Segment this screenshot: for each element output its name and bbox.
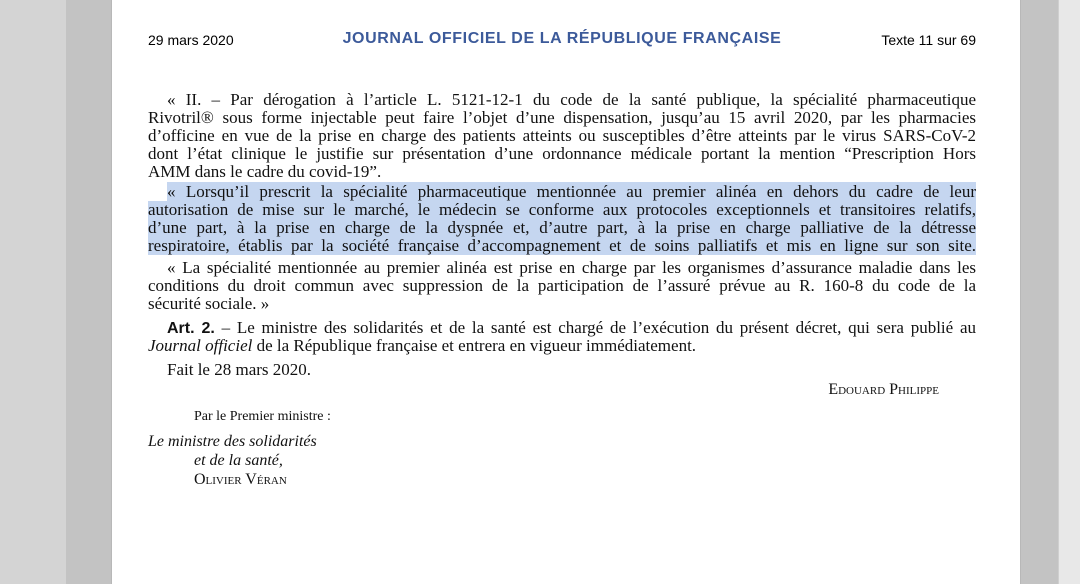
text-line[interactable]: « La spécialité mentionnée au premier alinéa est prise en charge par les organismes d’assurance maladie dans les — [167, 258, 976, 277]
text-line[interactable]: conditions du droit commun avec suppression de la participation de l’assuré prévue au R. 160-8 du code de la — [148, 276, 976, 295]
text-line-selected[interactable]: respiratoire, établis par la société française d’accompagnement et de soins palliatifs et mis en ligne sur son site. — [148, 236, 976, 255]
text-line[interactable]: Art. 2. – Le ministre des solidarités et de la santé est chargé de l’exécution du présent décret, qui sera publié au — [167, 318, 977, 337]
text-line[interactable]: sécurité sociale. » — [148, 294, 270, 313]
text-line[interactable]: Rivotril® sous forme injectable peut faire l’objet d’une dispensation, jusqu’au 15 avril 2020, par les pharmacies — [148, 108, 976, 127]
text-line[interactable]: AMM dans le cadre du covid-19”. — [148, 162, 382, 181]
text-line[interactable]: dont l’état clinique le justifie sur présentation d’une ordonnance médicale portant la mention “Prescription Hors — [148, 144, 976, 163]
text-line-selected[interactable]: « Lorsqu’il prescrit la spécialité pharmaceutique mentionnée au premier alinéa en dehors du cadre de leur — [167, 182, 976, 201]
countersign-label: Par le Premier ministre : — [194, 409, 331, 424]
page-header — [148, 30, 976, 52]
signature-date[interactable]: Fait le 28 mars 2020. — [167, 360, 312, 379]
text-line-selected[interactable]: autorisation de mise sur le marché, le médecin se conforme aux protocoles exceptionnels et transitoires relatifs, — [148, 200, 976, 219]
minister-title-line1: Le ministre des solidarités — [148, 433, 317, 450]
text-line-selected[interactable]: d’une part, à la prise en charge de la dyspnée et, d’autre part, à la prise en charge palliative de la détresse — [148, 218, 976, 237]
journal-title: JOURNAL OFFICIEL DE LA RÉPUBLIQUE FRANÇAISE — [342, 30, 782, 47]
viewer-left-gutter — [0, 0, 66, 584]
article-label: Art. 2. — [167, 320, 215, 337]
prime-minister-name: Edouard Philippe — [828, 381, 939, 398]
header-page-number: Texte 11 sur 69 — [881, 32, 976, 48]
vertical-scrollbar[interactable] — [1058, 0, 1080, 584]
text-line[interactable]: Journal officiel de la République française et entrera en vigueur immédiatement. — [148, 336, 697, 355]
minister-title-line2: et de la santé, — [194, 452, 283, 469]
text-line[interactable]: « II. – Par dérogation à l’article L. 5121-12-1 du code de la santé publique, la spécialité pharmaceutique — [167, 90, 976, 109]
minister-name: Olivier Véran — [194, 471, 287, 488]
text-line[interactable]: d’officine en vue de la prise en charge des patients atteints ou susceptibles d’être atteints par le virus SARS-CoV-2 — [148, 126, 976, 145]
header-date: 29 mars 2020 — [148, 32, 234, 48]
